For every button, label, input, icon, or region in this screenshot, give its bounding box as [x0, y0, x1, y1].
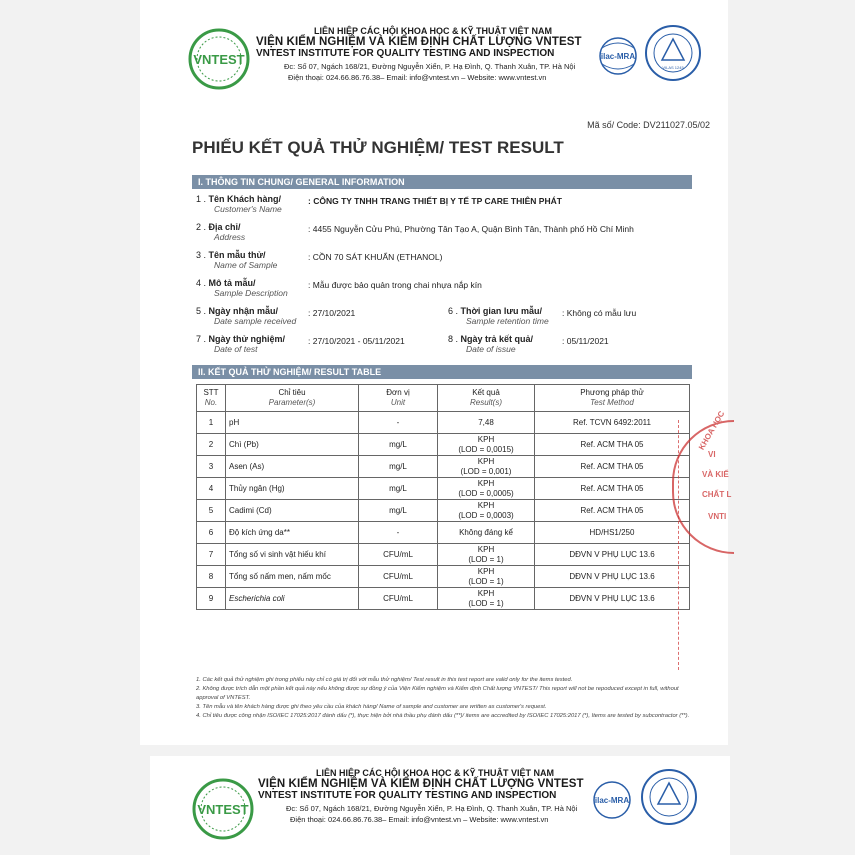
table-header-row	[197, 385, 690, 412]
info-testdate-value: : 27/10/2021 - 05/11/2021	[308, 336, 405, 346]
title-en: TEST RESULT	[444, 138, 564, 157]
cell-method: Ref. ACM THA 05	[535, 456, 690, 478]
cell-result: KPH (LOD = 0,001)	[438, 456, 535, 478]
next-page-header	[150, 756, 730, 855]
cell-result: KPH (LOD = 1)	[438, 588, 535, 610]
ilac-mra-mark	[590, 772, 634, 824]
document-code: Mã số/ Code: DV211027.05/02	[587, 120, 710, 130]
cell-result: KPH (LOD = 0,0005)	[438, 478, 535, 500]
institute-contact: Điện thoại: 024.66.86.76.38– Email: info@vntest.vn – Website: www.vntest.vn	[288, 73, 547, 82]
svg-text:VNTEST: VNTEST	[197, 802, 249, 817]
section-result-table: II. KẾT QUẢ THỬ NGHIỆM/ RESULT TABLE	[192, 365, 692, 379]
cell-parameter: pH	[226, 412, 359, 434]
info-retention-label: 6 . Thời gian lưu mẫu/ Sample retention time	[448, 306, 549, 326]
cell-parameter: Cadimi (Cd)	[226, 500, 359, 522]
cell-parameter: Escherichia coli	[226, 588, 359, 610]
table-row	[197, 544, 690, 566]
table-row	[197, 588, 690, 610]
info-issue-value: : 05/11/2021	[562, 336, 609, 346]
official-stamp: KHOA HỌC VI VÀ KIỂ CHẤT L VNTI	[672, 420, 734, 554]
ilac-mra-mark	[596, 28, 640, 80]
ilac-text: ilac-MRA	[600, 52, 636, 61]
col-header-method: Phương pháp thử Test Method	[535, 385, 690, 412]
table-row	[197, 434, 690, 456]
section-general-info: I. THÔNG TIN CHUNG/ GENERAL INFORMATION	[192, 175, 692, 189]
vntest-logo	[188, 28, 250, 90]
info-testdate-label: 7 . Ngày thử nghiệm/ Date of test	[196, 334, 286, 354]
cell-unit: mg/L	[359, 434, 438, 456]
cell-method: Ref. TCVN 6492:2011	[535, 412, 690, 434]
cell-no: 8	[197, 566, 226, 588]
info-sample-label: 3 . Tên mẫu thử/ Name of Sample	[196, 250, 278, 270]
col-header-result: Kết quả Result(s)	[438, 385, 535, 412]
cell-unit: -	[359, 412, 438, 434]
info-desc-value: : Mẫu được bảo quản trong chai nhựa nắp kín	[308, 280, 482, 290]
stamp-signature-line	[678, 420, 680, 670]
cell-result: 7,48	[438, 412, 535, 434]
cell-no: 5	[197, 500, 226, 522]
cell-parameter: Chì (Pb)	[226, 434, 359, 456]
svg-text:ilac-MRA: ilac-MRA	[594, 796, 630, 805]
cell-unit: -	[359, 522, 438, 544]
cell-no: 2	[197, 434, 226, 456]
info-issue-label: 8 . Ngày trả kết quả/ Date of issue	[448, 334, 534, 354]
cell-unit: CFU/mL	[359, 544, 438, 566]
footnote: 2. Không được trích dẫn một phần kết quả này nếu không được sự đồng ý của Viện Kiểm nghiệm và Kiểm định Chất lượng VNTEST/ This report will not be repoduced except in full, without approval of VNTEST.	[196, 686, 679, 701]
table-row	[197, 478, 690, 500]
vntest-logo	[192, 778, 254, 840]
info-address-value: : 4455 Nguyễn Cửu Phú, Phường Tân Tạo A, Quận Bình Tân, Thành phố Hồ Chí Minh	[308, 224, 634, 234]
col-header-no: STT No.	[197, 385, 226, 412]
report-page	[140, 0, 728, 745]
cell-no: 7	[197, 544, 226, 566]
header-block	[256, 26, 582, 83]
cell-result: KPH (LOD = 1)	[438, 566, 535, 588]
info-customer-label: 1 . Tên Khách hàng/ Customer's Name	[196, 194, 282, 214]
footnote: 3. Tên mẫu và tên khách hàng được ghi theo yêu cầu của khách hàng/ Name of sample and customer are written as customer's request.	[196, 704, 547, 710]
cell-method: DĐVN V PHỤ LỤC 13.6	[535, 588, 690, 610]
cell-parameter: Thủy ngân (Hg)	[226, 478, 359, 500]
header-block: LIÊN HIỆP CÁC HỘI KHOA HỌC & KỸ THUẬT VIỆT NAM VIỆN KIỂM NGHIỆM VÀ KIỂM ĐỊNH CHẤT LƯỢNG VNTEST VNTEST INSTITUTE FOR QUALITY TESTING AND INSPECTION Đc: Số 07, Ngách 168/21, Đường Nguyễn Xiển, P. Hạ Đình, Q. Thanh Xuân, TP. Hà Nội Điện thoại: 024.66.86.76.38– Email: info@vntest.vn – Website: www.vntest.vn	[258, 768, 584, 824]
cell-parameter: Asen (As)	[226, 456, 359, 478]
cell-unit: mg/L	[359, 478, 438, 500]
footnote: 4. Chỉ tiêu được công nhận ISO/IEC 17025:2017 đánh dấu (*), thực hiện bởi nhà thầu phụ đánh dấu (**)/ items are accredited by ISO/IEC 17025:2017 (*), Items are tested by subcontractor (**).	[196, 713, 690, 719]
cell-no: 3	[197, 456, 226, 478]
cell-result: KPH (LOD = 0,0015)	[438, 434, 535, 456]
cell-method: Ref. ACM THA 05	[535, 500, 690, 522]
info-sample-value: : CỒN 70 SÁT KHUẨN (ETHANOL)	[308, 252, 443, 262]
col-header-unit: Đơn vị Unit	[359, 385, 438, 412]
cell-unit: mg/L	[359, 500, 438, 522]
cell-method: DĐVN V PHỤ LỤC 13.6	[535, 544, 690, 566]
cell-result: KPH (LOD = 1)	[438, 544, 535, 566]
cell-unit: mg/L	[359, 456, 438, 478]
title-vn: PHIẾU KẾT QUẢ THỬ NGHIỆM/	[192, 138, 445, 157]
cell-result: Không đáng kể	[438, 522, 535, 544]
info-received-label: 5 . Ngày nhận mẫu/ Date sample received	[196, 306, 297, 326]
cell-unit: CFU/mL	[359, 566, 438, 588]
institute-address: Đc: Số 07, Ngách 168/21, Đường Nguyễn Xiển, P. Hạ Đình, Q. Thanh Xuân, TP. Hà Nội	[284, 62, 576, 71]
footnote: 1. Các kết quả thử nghiệm ghi trong phiếu này chỉ có giá trị đối với mẫu thử nghiệm/ Test result in this test report are valid only for the items tested.	[196, 677, 573, 683]
cell-method: Ref. ACM THA 05	[535, 434, 690, 456]
union-name: LIÊN HIỆP CÁC HỘI KHOA HỌC & KỸ THUẬT VIỆT NAM	[314, 26, 553, 36]
cell-result: KPH (LOD = 0,0003)	[438, 500, 535, 522]
cell-parameter: Tổng số nấm men, nấm mốc	[226, 566, 359, 588]
table-row	[197, 500, 690, 522]
cell-no: 1	[197, 412, 226, 434]
cell-method: DĐVN V PHỤ LỤC 13.6	[535, 566, 690, 588]
logo-text: VNTEST	[193, 52, 245, 67]
cell-method: HD/HS1/250	[535, 522, 690, 544]
cell-method: Ref. ACM THA 05	[535, 478, 690, 500]
cell-no: 9	[197, 588, 226, 610]
cell-parameter: Tổng số vi sinh vật hiếu khí	[226, 544, 359, 566]
cell-no: 4	[197, 478, 226, 500]
col-header-param: Chỉ tiêu Parameter(s)	[226, 385, 359, 412]
cell-parameter: Độ kích ứng da**	[226, 522, 359, 544]
footnotes	[196, 676, 696, 721]
info-address-label: 2 . Địa chỉ/ Address	[196, 222, 246, 242]
result-table	[196, 384, 690, 610]
table-row	[197, 566, 690, 588]
boa-seal	[644, 24, 702, 82]
info-received-value: : 27/10/2021	[308, 308, 356, 318]
institute-name-en: VNTEST INSTITUTE FOR QUALITY TESTING AND INSPECTION	[256, 48, 555, 59]
page-title	[192, 138, 564, 158]
info-customer-value: : CÔNG TY TNHH TRANG THIẾT BỊ Y TẾ TP CARE THIÊN PHÁT	[308, 196, 562, 206]
vilas-text: VILAS 1245	[662, 65, 684, 70]
info-desc-label: 4 . Mô tả mẫu/ Sample Description	[196, 278, 288, 298]
boa-seal	[640, 768, 698, 826]
institute-name-vn: VIỆN KIỂM NGHIỆM VÀ KIỂM ĐỊNH CHẤT LƯỢNG VNTEST	[256, 36, 582, 48]
info-retention-value: : Không có mẫu lưu	[562, 308, 637, 318]
cell-unit: CFU/mL	[359, 588, 438, 610]
table-row	[197, 456, 690, 478]
table-row	[197, 522, 690, 544]
table-row	[197, 412, 690, 434]
cell-no: 6	[197, 522, 226, 544]
